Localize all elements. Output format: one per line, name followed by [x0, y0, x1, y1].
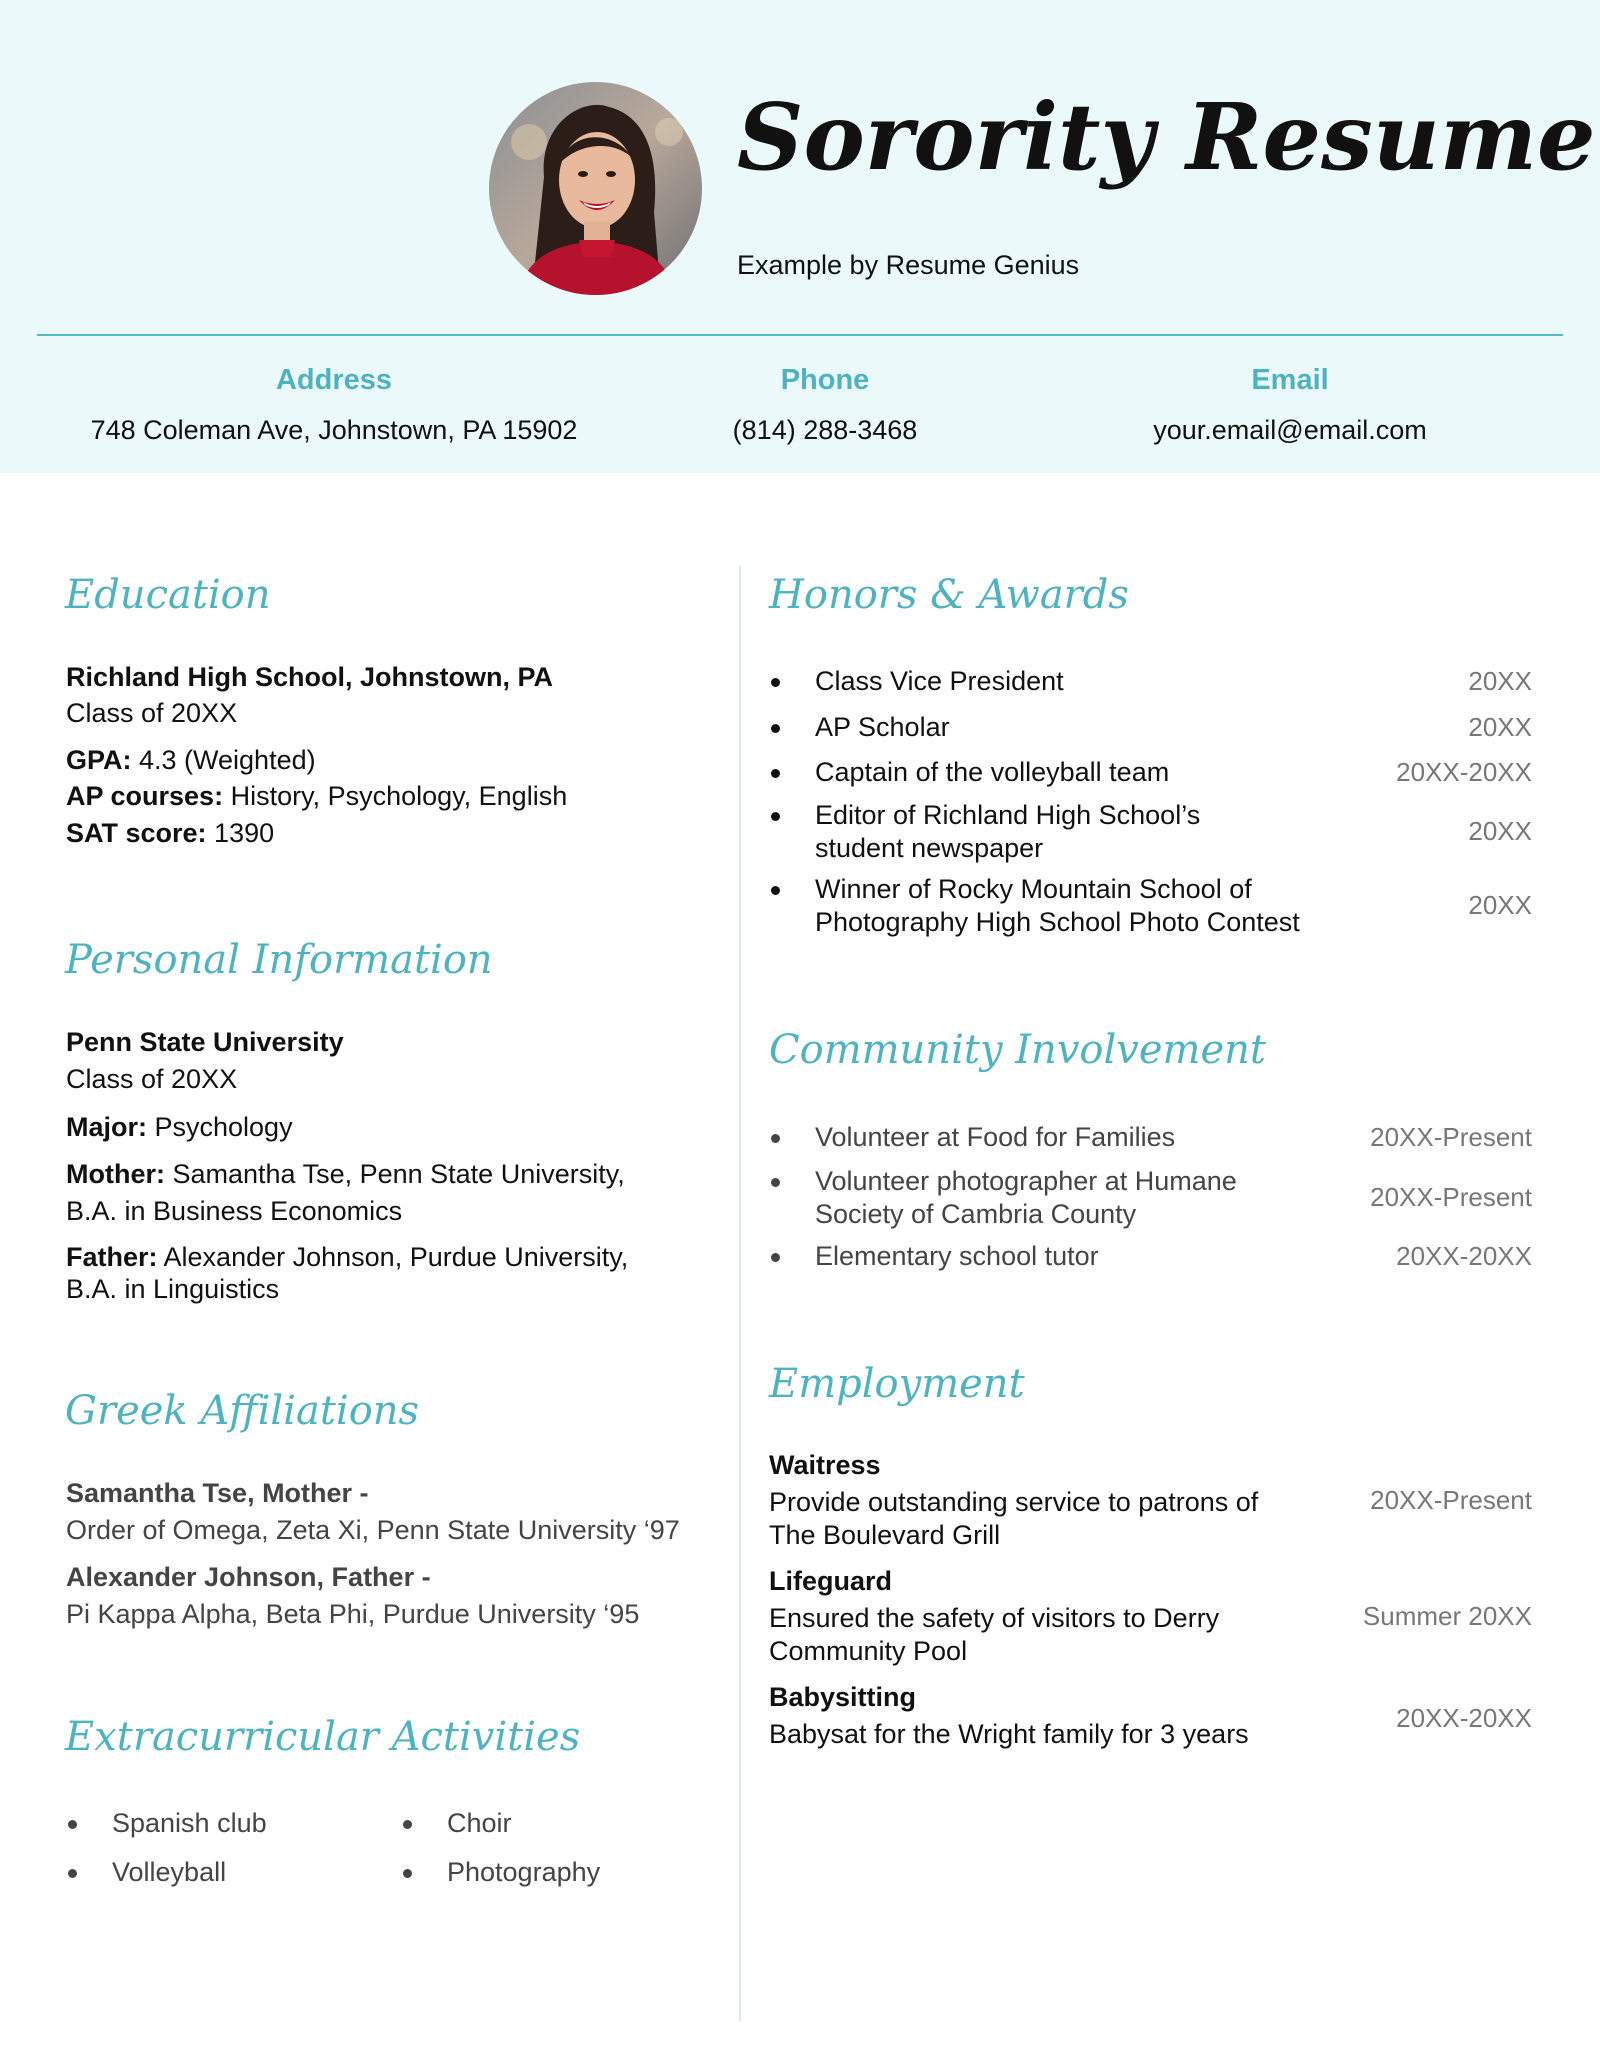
- job-role: Waitress: [769, 1450, 881, 1480]
- contact-address-value: 748 Coleman Ave, Johnstown, PA 15902: [90, 415, 578, 445]
- education-heading: Education: [65, 572, 271, 618]
- extracurricular-item: Volleyball: [112, 1857, 227, 1887]
- contact-address: [50, 362, 618, 448]
- education-school: Richland High School, Johnstown, PA: [66, 662, 554, 692]
- honor-item: AP Scholar: [815, 712, 950, 742]
- honor-item: Winner of Rocky Mountain School of: [815, 874, 1252, 904]
- bullet-icon: [771, 812, 780, 821]
- extracurricular-heading: Extracurricular Activities: [65, 1714, 581, 1760]
- community-heading: Community Involvement: [769, 1027, 1266, 1073]
- personal-father-degree: B.A. in Linguistics: [66, 1274, 280, 1304]
- bullet-icon: [771, 769, 780, 778]
- job-description: Provide outstanding service to patrons of: [769, 1487, 1259, 1517]
- bullet-icon: [771, 678, 780, 687]
- honor-item-continued: student newspaper: [815, 833, 1044, 863]
- personal-father: [66, 1241, 628, 1274]
- job-description: Babysat for the Wright family for 3 years: [769, 1719, 1249, 1749]
- page-subtitle: Example by Resume Genius: [737, 250, 1080, 280]
- major-value: Psychology: [147, 1112, 293, 1142]
- education-gpa: [66, 744, 316, 777]
- job-date: Summer 20XX: [1362, 1601, 1532, 1631]
- father-value: Alexander Johnson, Purdue University,: [157, 1242, 629, 1272]
- extracurricular-item: Photography: [447, 1857, 601, 1887]
- ap-label: AP courses:: [66, 781, 224, 811]
- honor-item: Captain of the volleyball team: [815, 757, 1170, 787]
- contact-phone-label: Phone: [780, 364, 870, 396]
- education-class: Class of 20XX: [66, 698, 238, 728]
- personal-university: Penn State University: [66, 1027, 344, 1057]
- contact-phone: [640, 362, 1010, 448]
- profile-photo-image: [489, 82, 702, 295]
- job-date: 20XX-20XX: [1396, 1703, 1532, 1733]
- personal-mother-degree: B.A. in Business Economics: [66, 1196, 403, 1226]
- mother-value: Samantha Tse, Penn State University,: [164, 1159, 625, 1189]
- education-ap: [66, 780, 567, 813]
- job-role: Lifeguard: [769, 1566, 893, 1596]
- sat-label: SAT score:: [66, 818, 207, 848]
- community-date: 20XX-20XX: [1396, 1241, 1532, 1271]
- contact-phone-value: (814) 288-3468: [732, 415, 918, 445]
- extracurricular-item: Spanish club: [112, 1808, 267, 1838]
- greek-heading: Greek Affiliations: [65, 1388, 420, 1434]
- greek-entry-detail: Order of Omega, Zeta Xi, Penn State University ‘97: [66, 1515, 680, 1545]
- bullet-icon: [771, 1134, 780, 1143]
- greek-entry-name: Alexander Johnson, Father -: [66, 1562, 431, 1592]
- job-date: 20XX-Present: [1370, 1485, 1532, 1515]
- bullet-icon: [68, 1820, 77, 1829]
- sat-value: 1390: [206, 818, 275, 848]
- header-divider: [37, 334, 1563, 336]
- education-sat: [66, 817, 274, 850]
- greek-entry-detail: Pi Kappa Alpha, Beta Phi, Purdue University ‘95: [66, 1599, 640, 1629]
- honor-date: 20XX: [1468, 712, 1532, 742]
- contact-email: [1100, 362, 1480, 448]
- gpa-label: GPA:: [66, 745, 132, 775]
- bullet-icon: [403, 1820, 412, 1829]
- job-description: Ensured the safety of visitors to Derry: [769, 1603, 1220, 1633]
- honor-date: 20XX-20XX: [1396, 757, 1532, 787]
- gpa-value: 4.3 (Weighted): [131, 745, 316, 775]
- honor-item: Class Vice President: [815, 666, 1064, 696]
- job-role: Babysitting: [769, 1682, 917, 1712]
- bullet-icon: [771, 1253, 780, 1262]
- bullet-icon: [771, 1178, 780, 1187]
- job-description-continued: Community Pool: [769, 1636, 968, 1666]
- community-date: 20XX-Present: [1370, 1122, 1532, 1152]
- community-item-continued: Society of Cambria County: [815, 1199, 1137, 1229]
- community-item: Elementary school tutor: [815, 1241, 1099, 1271]
- contact-email-value: your.email@email.com: [1153, 415, 1427, 445]
- column-divider: [739, 566, 741, 2021]
- father-label: Father:: [66, 1242, 158, 1272]
- personal-class: Class of 20XX: [66, 1064, 238, 1094]
- bullet-icon: [403, 1869, 412, 1878]
- personal-mother: [66, 1158, 625, 1191]
- greek-entry-name: Samantha Tse, Mother -: [66, 1478, 369, 1508]
- bullet-icon: [68, 1869, 77, 1878]
- employment-heading: Employment: [769, 1361, 1025, 1407]
- contact-email-label: Email: [1251, 364, 1329, 396]
- extracurricular-item: Choir: [447, 1808, 512, 1838]
- contact-address-label: Address: [275, 364, 393, 396]
- page-title: Sorority Resume: [737, 83, 1596, 191]
- honor-date: 20XX: [1468, 666, 1532, 696]
- profile-photo: [489, 82, 702, 295]
- community-item: Volunteer photographer at Humane: [815, 1166, 1237, 1196]
- honor-date: 20XX: [1468, 816, 1532, 846]
- honor-item: Editor of Richland High School’s: [815, 800, 1201, 830]
- mother-label: Mother:: [66, 1159, 165, 1189]
- honor-date: 20XX: [1468, 890, 1532, 920]
- bullet-icon: [771, 724, 780, 733]
- honors-heading: Honors & Awards: [769, 572, 1129, 618]
- community-item: Volunteer at Food for Families: [815, 1122, 1176, 1152]
- bullet-icon: [771, 886, 780, 895]
- ap-value: History, Psychology, English: [223, 781, 568, 811]
- community-date: 20XX-Present: [1370, 1182, 1532, 1212]
- honor-item-continued: Photography High School Photo Contest: [815, 907, 1300, 937]
- personal-heading: Personal Information: [65, 937, 493, 983]
- job-description-continued: The Boulevard Grill: [769, 1520, 1001, 1550]
- personal-major: [66, 1111, 293, 1144]
- major-label: Major:: [66, 1112, 147, 1142]
